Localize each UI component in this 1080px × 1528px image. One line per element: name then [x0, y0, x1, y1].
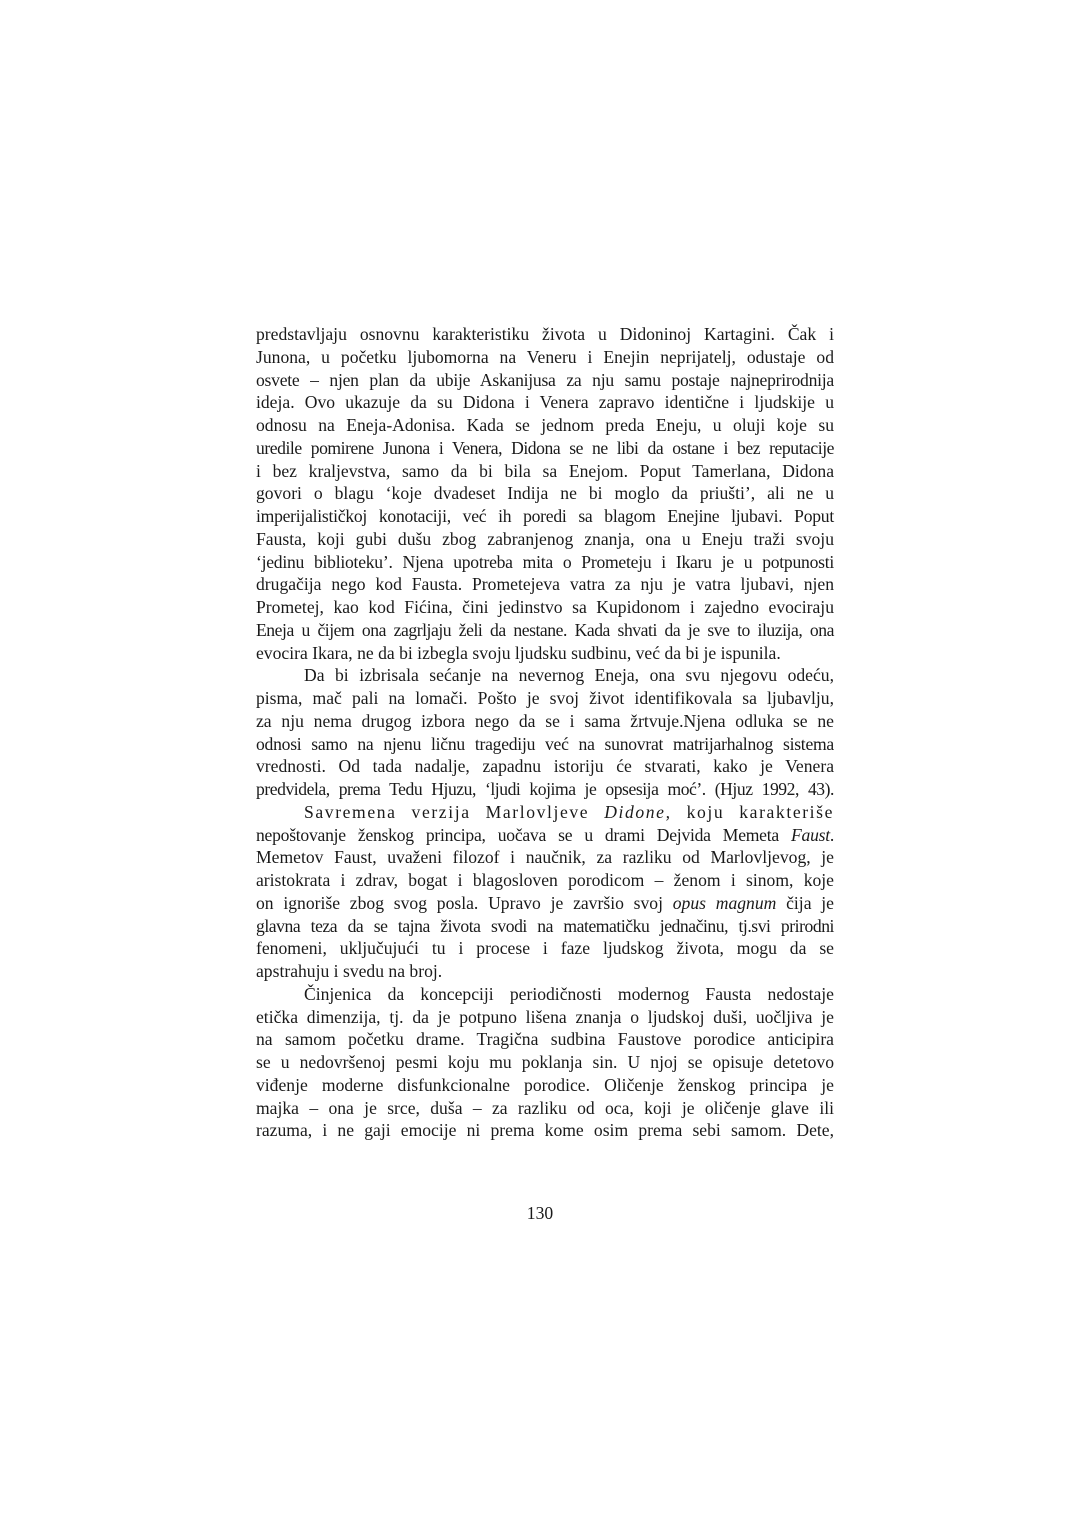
page-number: 130 — [526, 1203, 554, 1223]
text-line: razuma, i ne gaji emocije ni prema kome osim prema sebi samom. Dete, — [256, 1120, 834, 1141]
text-line: i bez kraljevstva, samo da bi bila sa Enejom. Poput Tamerlana, Didona — [256, 460, 834, 481]
text-line: imperijalističkoj konotaciji, već ih poredi sa blagom Enejine ljubavi. Poput — [256, 506, 834, 526]
italic-title: Faust — [791, 824, 830, 845]
text-line — [256, 892, 834, 915]
text-line: glavna teza da se tajna života svodi na matematičku jednačinu, tj.svi prirodni — [256, 915, 834, 936]
text-line: za nju nema drugog izbora nego da se i sama žrtvuje.Njena odluka se ne — [256, 710, 834, 731]
text-line: uredile pomirene Junona i Venera, Didona se ne libi da ostane i bez reputacije — [256, 437, 834, 458]
text-line: Činjenica da koncepciji periodičnosti modernog Fausta nedostaje — [304, 983, 834, 1004]
italic-title: Didone, — [604, 801, 672, 822]
text-line: vrednosti. Od tada nadalje, zapadnu istoriju će stvarati, kako je Venera — [256, 756, 834, 777]
text-segment: čija je — [786, 892, 834, 913]
italic-term: opus magnum — [672, 892, 777, 913]
text-line: evocira Ikara, ne da bi izbegla svoju ljudsku sudbinu, već da bi je ispunila. — [256, 642, 781, 663]
text-line: Fausta, koji gubi dušu zbog zabranjenog znanja, ona u Eneju traži svoju — [256, 528, 834, 549]
text-line: apstrahuju i svedu na broj. — [256, 961, 443, 981]
text-segment: nepoštovanje ženskog principa, uočava se u drami Dejvida Memeta — [256, 824, 779, 845]
text-line: aristokrata i zdrav, bogat i blagosloven porodicom – ženom i sinom, koje — [256, 870, 834, 890]
text-line: ‘jedinu biblioteku’. Njena upotreba mita o Prometeju i Ikaru je u potpunosti — [256, 551, 834, 572]
text-line: Memetov Faust, uvaženi filozof i naučnik, za razliku od Marlovljevog, je — [256, 847, 834, 868]
text-line: Eneja u čijem ona zagrljaju želi da nestane. Kada shvati da je sve to iluzija, ona — [256, 619, 834, 640]
text-line: pisma, mač pali na lomači. Pošto je svoj život identifikovala sa ljubavlju, — [256, 688, 834, 708]
text-segment: . — [829, 824, 835, 845]
text-line: osvete – njen plan da ubije Askanijusa za nju samu postaje najneprirodnija — [256, 369, 834, 390]
text-line: Da bi izbrisala sećanje na nevernog Eneja, ona svu njegovu odeću, — [304, 665, 834, 686]
text-line: odnosu na Eneja-Adonisa. Kada se jednom preda Eneju, u oluji koje su — [256, 415, 834, 435]
body-text — [256, 323, 834, 1142]
text-line: predstavljaju osnovnu karakteristiku života u Didoninoj Kartagini. Čak i — [256, 324, 834, 344]
text-line: etička dimenzija, tj. da je potpuno lišena znanja o ljudskoj duši, uočljiva je — [256, 1006, 834, 1027]
text-line: Junona, u početku ljubomorna na Veneru i Enejin neprijatelj, odustaje od — [256, 346, 834, 367]
text-line: drugačija nego kod Fausta. Prometejeva vatra za nju je vatra ljubavi, njen — [256, 574, 834, 595]
text-segment: on ignoriše zbog svog posla. Upravo je završio svoj — [256, 892, 663, 913]
text-line — [256, 824, 834, 847]
text-line: ideja. Ovo ukazuje da su Didona i Venera zapravo identične i ljudskije u — [256, 392, 834, 413]
text-line — [256, 801, 834, 824]
text-line: Prometej, kao kod Fićina, čini jedinstvo sa Kupidonom i zajedno evociraju — [256, 597, 834, 617]
text-line: odnosi samo na njenu ličnu tragediju već na sunovrat matrijarhalnog sistema — [256, 733, 834, 754]
text-line: na samom početku drame. Tragična sudbina Faustove porodice anticipira — [256, 1029, 834, 1050]
text-line: se u nedovršenoj pesmi koju mu poklanja sin. U njoj se opisuje detetovo — [256, 1052, 834, 1072]
text-line: govori o blagu ‘koje dvadeset Indija ne bi moglo da priušti’, ali ne u — [256, 483, 834, 504]
text-line: majka – ona je srce, duša – za razliku od oca, koji je oličenje glave ili — [256, 1097, 834, 1118]
text-segment: koju karakteriše — [686, 801, 835, 822]
text-segment: Savremena verzija Marlovljeve — [304, 801, 590, 822]
text-line: predvidela, prema Tedu Hjuzu, ‘ljudi kojima je opsesija moć’. (Hjuz 1992, 43). — [256, 779, 834, 799]
text-line: fenomeni, uključujući tu i procese i faze ljudskog života, mogu da se — [256, 938, 834, 959]
text-line: viđenje moderne disfunkcionalne porodice. Oličenje ženskog principa je — [256, 1074, 834, 1095]
